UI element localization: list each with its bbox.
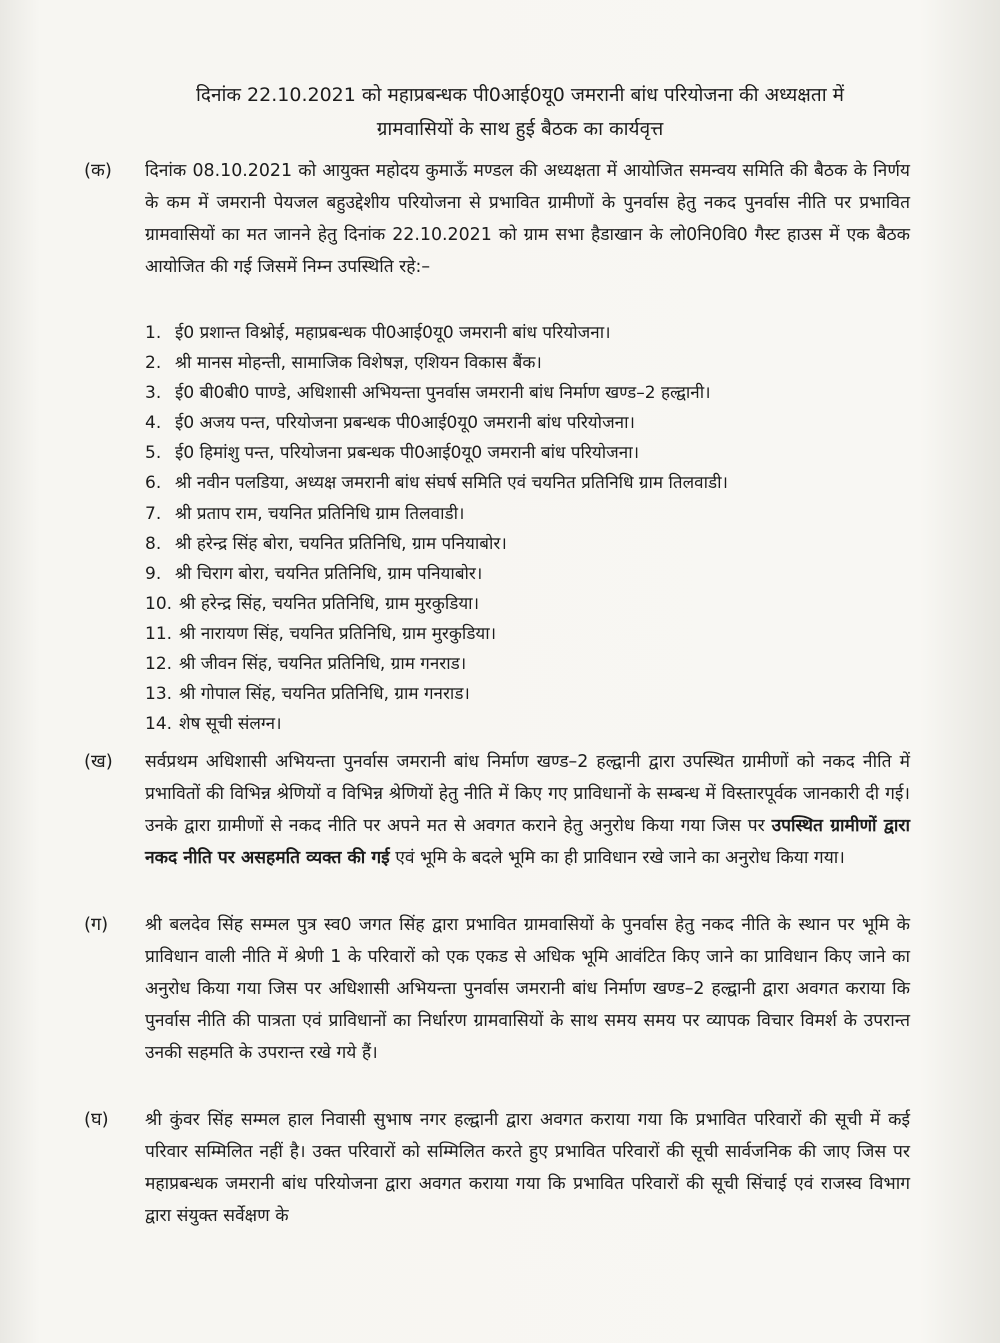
paragraph-marker: (क) <box>84 160 112 181</box>
list-text: ई0 हिमांशु पन्त, परियोजना प्रबन्धक पी0आई0यू0 जमरानी बांध परियोजना। <box>175 443 640 464</box>
list-item <box>145 408 925 438</box>
paragraph-marker: (ख) <box>84 751 113 772</box>
paragraph-text-part: सर्वप्रथम अधिशासी अभियन्ता पुनर्वास जमरानी बांध निर्माण खण्ड–2 हल्द्वानी द्वारा उपस्थित ग्रामीणों को नकद नीति में प्रभावितों की विभिन्न श्रेणियों व विभिन्न श्रेणियों हेतु नीति में किए गए प्राविधानों के सम्बन्ध में विस्तारपूर्वक जानकारी दी गई। उनके द्वारा ग्रामीणों से नकद नीति पर अपने मत से अवगत कराने हेतु अनुरोध किया गया जिस पर <box>145 752 910 836</box>
list-item <box>145 649 925 679</box>
paragraph-marker: (घ) <box>84 1109 109 1130</box>
list-text: श्री हरेन्द्र सिंह, चयनित प्रतिनिधि, ग्राम मुरकुडिया। <box>179 593 480 614</box>
list-number: 13. <box>145 684 173 705</box>
list-item <box>145 679 925 709</box>
list-number: 3. <box>145 383 162 404</box>
list-number: 12. <box>145 654 173 675</box>
list-text: श्री गोपाल सिंह, चयनित प्रतिनिधि, ग्राम गनराड। <box>179 684 470 705</box>
list-number: 4. <box>145 413 162 434</box>
list-text: श्री जीवन सिंह, चयनित प्रतिनिधि, ग्राम गनराड। <box>179 654 467 675</box>
list-number: 10. <box>145 593 173 614</box>
list-text: श्री नारायण सिंह, चयनित प्रतिनिधि, ग्राम मुरकुडिया। <box>179 623 497 644</box>
list-text: ई0 प्रशान्त विश्नोई, महाप्रबन्धक पी0आई0यू0 जमरानी बांध परियोजना। <box>175 323 611 343</box>
title-line-1: दिनांक 22.10.2021 को महाप्रबन्धक पी0आई0यू0 जमरानी बांध परियोजना की अध्यक्षता में <box>195 84 845 106</box>
list-item <box>145 709 925 739</box>
list-item <box>145 468 925 498</box>
list-number: 14. <box>145 714 173 735</box>
paragraph-bold-text: उपस्थित ग्रामीणों द्वारा नकद नीति पर असहमति व्यक्त की गई <box>145 816 910 868</box>
list-number: 8. <box>145 533 162 554</box>
list-text: शेष सूची संलग्न। <box>179 714 282 735</box>
list-text: श्री मानस मोहन्ती, सामाजिक विशेषज्ञ, एशियन विकास बैंक। <box>175 353 542 374</box>
list-text: श्री हरेन्द्र सिंह बोरा, चयनित प्रतिनिधि, ग्राम पनियाबोर। <box>175 533 507 554</box>
list-number: 7. <box>145 503 162 524</box>
list-number: 11. <box>145 623 173 644</box>
list-item <box>145 438 925 468</box>
paragraph-marker: (ग) <box>84 914 109 935</box>
list-item <box>145 529 925 559</box>
paragraph-text: श्री कुंवर सिंह सम्मल हाल निवासी सुभाष नगर हल्द्वानी द्वारा अवगत कराया गया कि प्रभावित परिवारों की सूची में कई परिवार सम्मिलित नहीं है। उक्त परिवारों को सम्मिलित करते हुए प्रभावित परिवारों की सूची सार्वजनिक की जाए जिस पर महाप्रबन्धक जमरानी बांध परियोजना द्वारा अवगत कराया गया कि प्रभावित परिवारों की सूची सिंचाई एवं राजस्व विभाग द्वारा संयुक्त सर्वेक्षण के <box>145 1110 910 1226</box>
attendee-list <box>145 318 925 739</box>
paragraph-text-part: एवं भूमि के बदले भूमि का ही प्राविधान रखे जाने का अनुरोध किया गया। <box>389 848 845 868</box>
list-number: 6. <box>145 473 162 494</box>
list-item <box>145 589 925 619</box>
list-number: 1. <box>145 323 162 343</box>
list-item <box>145 318 925 348</box>
list-text: ई0 अजय पन्त, परियोजना प्रबन्धक पी0आई0यू0 जमरानी बांध परियोजना। <box>175 413 635 434</box>
paragraph-text: श्री बलदेव सिंह सम्मल पुत्र स्व0 जगत सिंह द्वारा प्रभावित ग्रामवासियों के पुनर्वास हेतु नकद नीति के स्थान पर भूमि के प्राविधान वाली नीति में श्रेणी 1 के परिवारों को एक एकड से अधिक भूमि आवंटित किए जाने का प्राविधान किए जाने का अनुरोध किया गया जिस पर अधिशासी अभियन्ता पुनर्वास जमरानी बांध निर्माण खण्ड–2 हल्द्वानी द्वारा अवगत कराया कि पुनर्वास नीति की पात्रता एवं प्राविधानों का निर्धारण ग्रामवासियों के साथ समय समय पर व्यापक विचार विमर्श के उपरान्त उनकी सहमति के उपरान्त रखे गये हैं। <box>145 915 910 1063</box>
document-title <box>90 78 950 146</box>
list-text: श्री चिराग बोरा, चयनित प्रतिनिधि, ग्राम पनियाबोर। <box>175 563 483 584</box>
list-item <box>145 378 925 408</box>
list-item <box>145 619 925 649</box>
list-number: 9. <box>145 563 162 584</box>
list-number: 5. <box>145 443 162 464</box>
list-item <box>145 348 925 378</box>
list-text: श्री प्रताप राम, चयनित प्रतिनिधि ग्राम तिलवाडी। <box>175 503 465 524</box>
list-number: 2. <box>145 353 162 374</box>
paragraph-text: दिनांक 08.10.2021 को आयुक्त महोदय कुमाऊँ मण्डल की अध्यक्षता में आयोजित समन्वय समिति की बैठक के निर्णय के कम में जमरानी पेयजल बहुउद्देशीय परियोजना से प्रभावित ग्रामीणों के पुनर्वास हेतु नकद पुनर्वास नीति पर प्रभावित ग्रामवासियों का मत जानने हेतु दिनांक 22.10.2021 को ग्राम सभा हैडाखान के लो0नि0वि0 गैस्ट हाउस में एक बैठक आयोजित की गई जिसमें निम्न उपस्थिति रहे:– <box>145 161 910 277</box>
title-line-2: ग्रामवासियों के साथ हुई बैठक का कार्यवृत्त <box>376 118 664 140</box>
list-text: ई0 बी0बी0 पाण्डे, अधिशासी अभियन्ता पुनर्वास जमरानी बांध निर्माण खण्ड–2 हल्द्वानी। <box>175 383 711 404</box>
list-item <box>145 559 925 589</box>
paragraph-text <box>145 746 910 874</box>
list-text: श्री नवीन पलडिया, अध्यक्ष जमरानी बांध संघर्ष समिति एवं चयनित प्रतिनिधि ग्राम तिलवाडी। <box>175 473 728 494</box>
list-item <box>145 499 925 529</box>
